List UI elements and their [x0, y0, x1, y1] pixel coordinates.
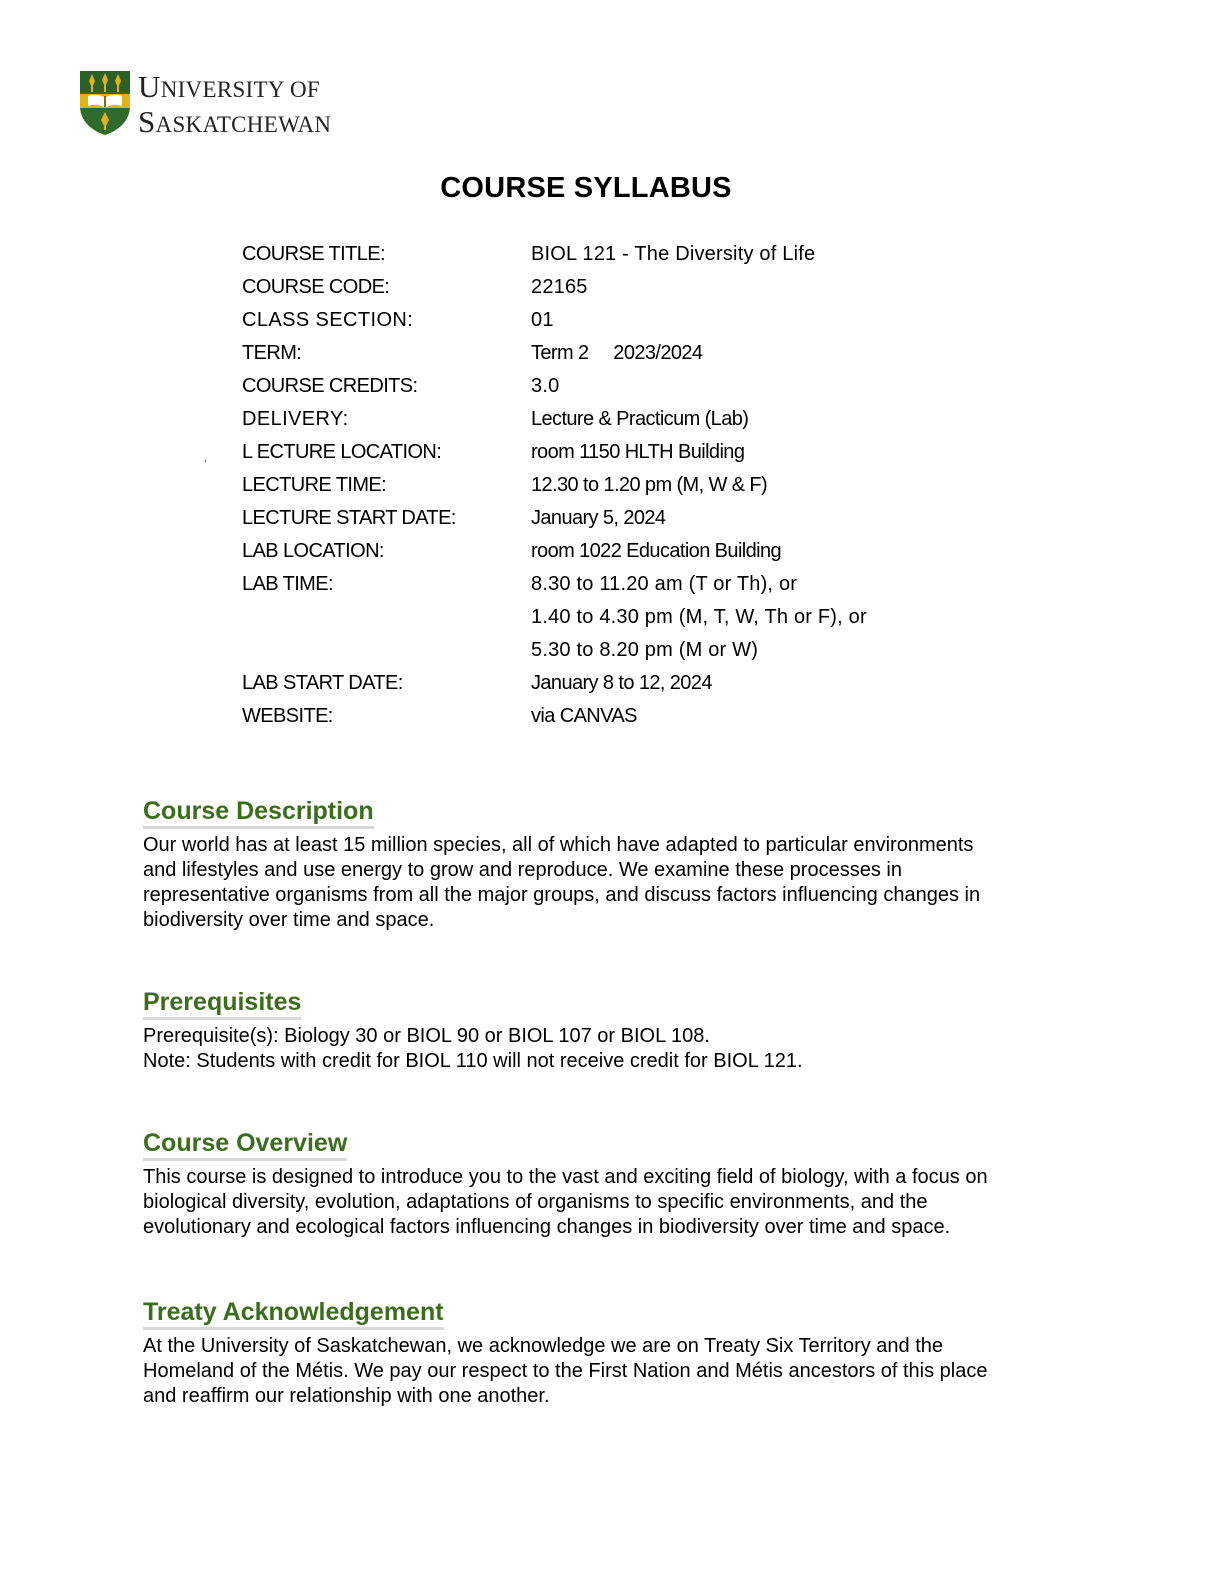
course-info-table: [0, 240, 1224, 735]
info-value: 8.30 to 11.20 am (T or Th), or: [531, 573, 798, 595]
info-row: [0, 702, 1224, 735]
prerequisites-section: [143, 988, 1083, 1074]
page-title: COURSE SYLLABUS: [440, 172, 732, 204]
info-value: Lecture & Practicum (Lab): [531, 408, 749, 430]
info-value: 01: [531, 309, 554, 331]
info-label: COURSE TITLE:: [242, 243, 385, 265]
info-label: LAB LOCATION:: [242, 540, 384, 562]
body-line: biodiversity over time and space.: [143, 909, 435, 931]
info-value: Term 2 2023/2024: [531, 342, 703, 364]
treaty-acknowledgement-section: [143, 1298, 1083, 1409]
info-label: WEBSITE:: [242, 705, 333, 727]
section-heading: Prerequisites: [143, 988, 301, 1020]
section-body: [143, 833, 1083, 933]
info-row: [0, 504, 1224, 537]
body-line: and lifestyles and use energy to grow and reproduce. We examine these processes in: [143, 859, 902, 881]
info-value: January 8 to 12, 2024: [531, 672, 712, 694]
info-row: [0, 603, 1224, 636]
info-value: room 1022 Education Building: [531, 540, 782, 562]
info-value: 5.30 to 8.20 pm (M or W): [531, 639, 759, 661]
info-value: BIOL 121 - The Diversity of Life: [531, 243, 816, 265]
info-value: via CANVAS: [531, 705, 637, 727]
info-value: 22165: [531, 276, 588, 298]
wordmark-line-2: SASKATCHEWAN: [138, 104, 332, 139]
info-row: [0, 273, 1224, 306]
info-label: COURSE CODE:: [242, 276, 390, 298]
info-label: LECTURE START DATE:: [242, 507, 456, 529]
info-row: [0, 438, 1224, 471]
info-value: January 5, 2024: [531, 507, 666, 529]
info-label: LAB START DATE:: [242, 672, 403, 694]
body-line: Prerequisite(s): Biology 30 or BIOL 90 or BIOL 107 or BIOL 108.: [143, 1025, 710, 1047]
info-row: [0, 240, 1224, 273]
info-row: [0, 339, 1224, 372]
section-heading: Course Description: [143, 797, 374, 829]
body-line: evolutionary and ecological factors influencing changes in biodiversity over time and space.: [143, 1216, 951, 1238]
info-row: [0, 636, 1224, 669]
info-row: [0, 405, 1224, 438]
section-body: [143, 1024, 1083, 1074]
university-logo: [79, 69, 379, 139]
stray-mark: ,: [204, 450, 208, 464]
section-body: [143, 1334, 1083, 1409]
course-overview-section: [143, 1129, 1083, 1240]
info-value: 3.0: [531, 375, 560, 397]
section-heading: Course Overview: [143, 1129, 347, 1161]
university-wordmark: [138, 69, 332, 142]
body-line: Our world has at least 15 million species, all of which have adapted to particular environments: [143, 834, 974, 856]
body-line: and reaffirm our relationship with one another.: [143, 1385, 550, 1407]
info-row: [0, 306, 1224, 339]
info-label: COURSE CREDITS:: [242, 375, 418, 397]
section-heading: Treaty Acknowledgement: [143, 1298, 444, 1330]
info-row: [0, 669, 1224, 702]
info-label: LAB TIME:: [242, 573, 333, 595]
info-value: 12.30 to 1.20 pm (M, W & F): [531, 474, 768, 496]
section-body: [143, 1165, 1083, 1240]
info-value: room 1150 HLTH Building: [531, 441, 745, 463]
info-row: [0, 537, 1224, 570]
info-label: L ECTURE LOCATION:: [242, 441, 442, 463]
info-label: TERM:: [242, 342, 302, 364]
body-line: biological diversity, evolution, adaptations of organisms to specific environments, and the: [143, 1191, 928, 1213]
info-label: LECTURE TIME:: [242, 474, 387, 496]
info-value: 1.40 to 4.30 pm (M, T, W, Th or F), or: [531, 606, 867, 628]
course-description-section: [143, 797, 1083, 933]
info-row: [0, 372, 1224, 405]
university-crest-icon: [79, 70, 131, 136]
body-line: This course is designed to introduce you to the vast and exciting field of biology, with a focus on: [143, 1166, 988, 1188]
info-row: [0, 570, 1224, 603]
body-line: At the University of Saskatchewan, we acknowledge we are on Treaty Six Territory and the: [143, 1335, 944, 1357]
body-line: representative organisms from all the major groups, and discuss factors influencing changes in: [143, 884, 981, 906]
info-row: [0, 471, 1224, 504]
body-line: Homeland of the Métis. We pay our respect to the First Nation and Métis ancestors of this place: [143, 1360, 988, 1382]
wordmark-line-1: UNIVERSITY OF: [138, 69, 320, 104]
body-line: Note: Students with credit for BIOL 110 will not receive credit for BIOL 121.: [143, 1050, 803, 1072]
info-label: DELIVERY:: [242, 408, 349, 430]
info-label: CLASS SECTION:: [242, 309, 414, 331]
